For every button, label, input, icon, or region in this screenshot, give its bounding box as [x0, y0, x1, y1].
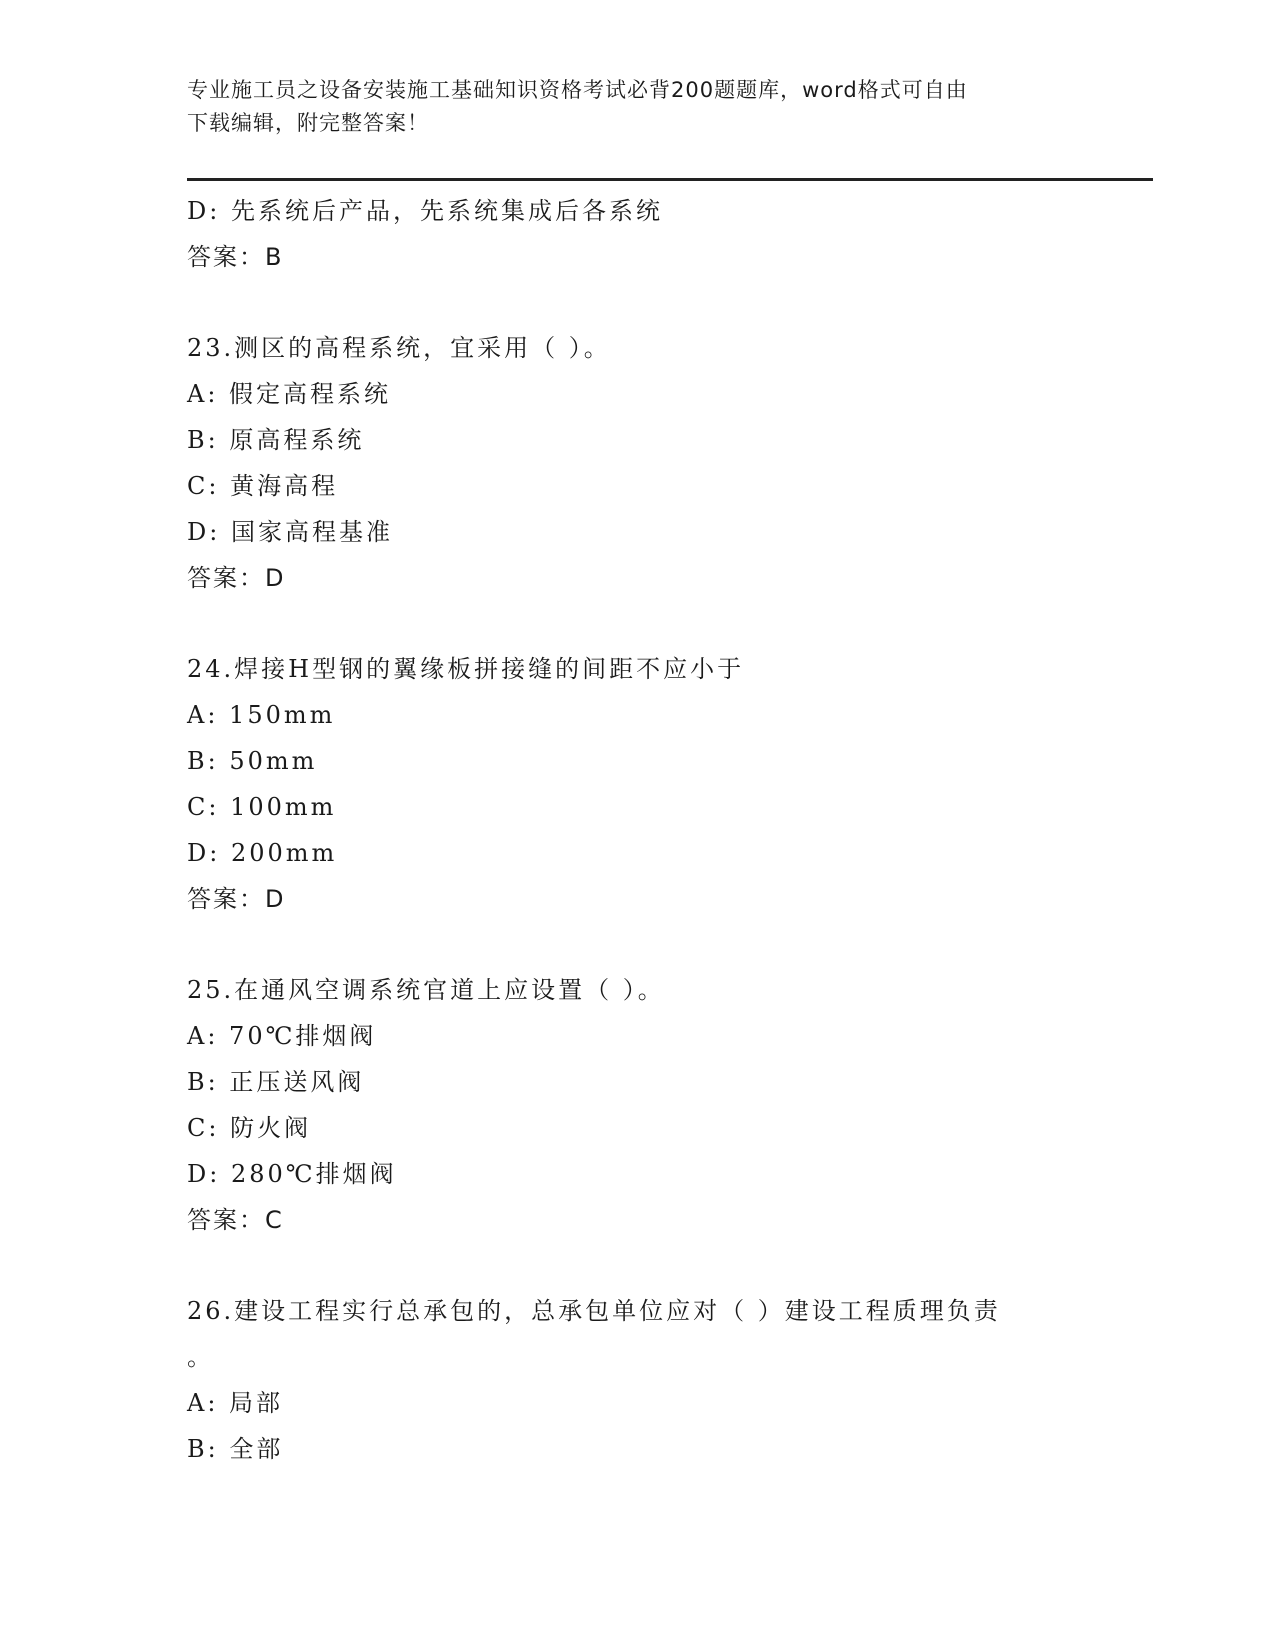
- option-d: D: 200mm: [187, 839, 338, 867]
- option-a: A: 局部: [187, 1389, 284, 1417]
- option-a: A: 70℃排烟阀: [187, 1022, 377, 1050]
- option-b: B: 50mm: [187, 747, 318, 775]
- question-23: [187, 325, 1137, 601]
- option-a: A: 假定高程系统: [187, 380, 392, 408]
- question-22-tail: [187, 188, 1137, 280]
- answer-line: 答案：C: [187, 1206, 284, 1234]
- question-25: [187, 967, 1137, 1243]
- question-stem: 26.建设工程实行总承包的，总承包单位应对（ ）建设工程质理负责: [187, 1297, 1001, 1325]
- option-d: D: 国家高程基准: [187, 518, 393, 546]
- option-c: C: 防火阀: [187, 1114, 312, 1142]
- header-title-line-1: 专业施工员之设备安装施工基础知识资格考试必背200题题库，word格式可自由: [187, 78, 968, 102]
- option-c: C: 黄海高程: [187, 472, 339, 500]
- option-b: B: 正压送风阀: [187, 1068, 365, 1096]
- answer-line: 答案：D: [187, 564, 286, 592]
- question-24: [187, 646, 1137, 922]
- question-stem-continuation: 。: [187, 1343, 214, 1371]
- header-title-line-2: 下载编辑，附完整答案！: [187, 111, 429, 135]
- header-divider: [187, 178, 1153, 181]
- question-26: [187, 1288, 1137, 1472]
- option-c: C: 100mm: [187, 793, 337, 821]
- question-stem: 23.测区的高程系统，宜采用（ ）。: [187, 334, 611, 362]
- question-stem: 24.焊接H型钢的翼缘板拼接缝的间距不应小于: [187, 655, 745, 683]
- option-b: B: 全部: [187, 1435, 284, 1463]
- question-list: [187, 188, 1137, 1472]
- document-header: [187, 74, 1087, 140]
- option-d: D: 280℃排烟阀: [187, 1160, 397, 1188]
- question-stem: 25.在通风空调系统官道上应设置（ ）。: [187, 976, 665, 1004]
- answer-line: 答案：B: [187, 243, 284, 271]
- option-d: D: 先系统后产品，先系统集成后各系统: [187, 197, 663, 225]
- answer-line: 答案：D: [187, 885, 286, 913]
- option-a: A: 150mm: [187, 701, 336, 729]
- option-b: B: 原高程系统: [187, 426, 365, 454]
